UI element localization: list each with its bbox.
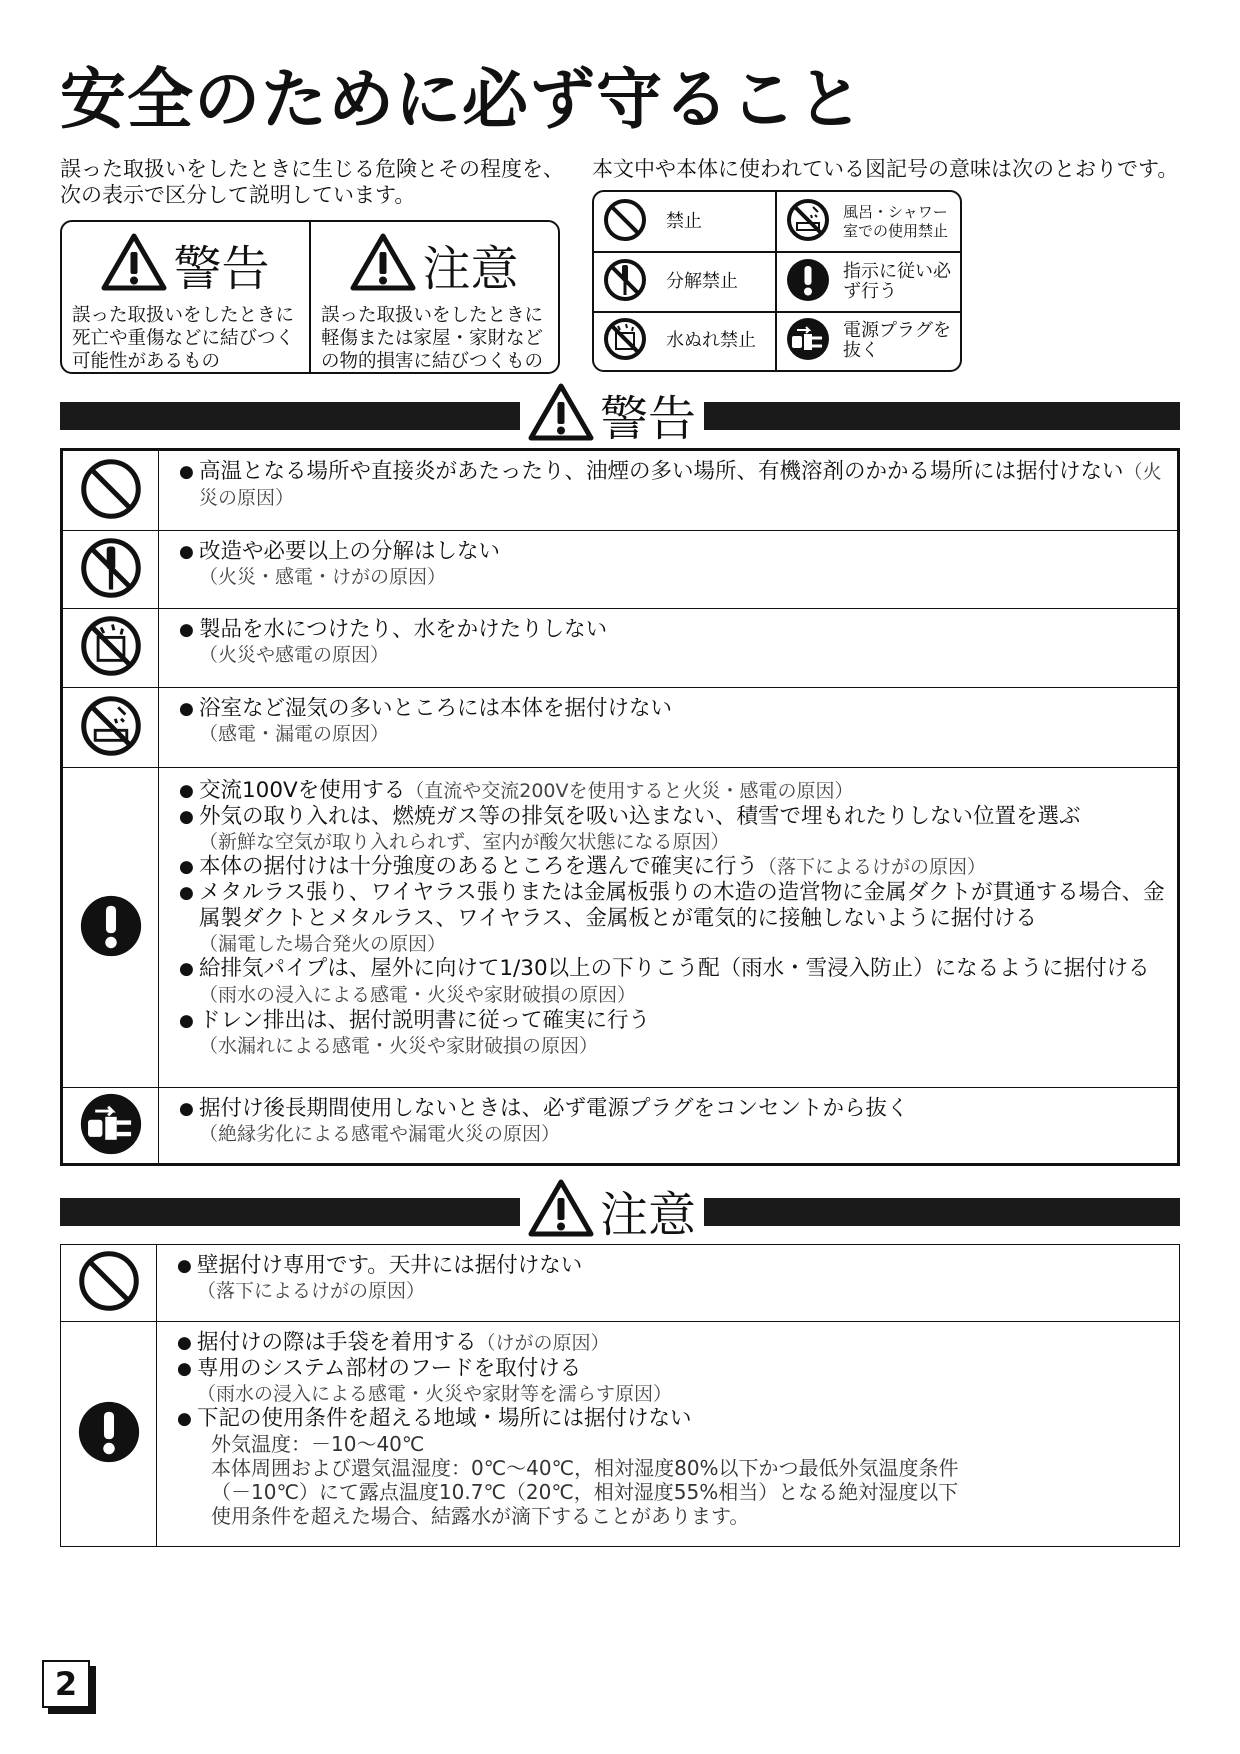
list-item: ● 本体の据付けは十分強度のあるところを選んで確実に行う（落下によるけがの原因） [179,854,1167,880]
warning-desc-line: 誤った取扱いをしたときに [72,305,295,326]
warning-section-label: 警告 [600,390,697,447]
list-item: ● 専用のシステム部材のフードを取付ける [177,1356,1169,1382]
legend-text: 電源プラグを抜く [843,320,951,362]
list-item: ● 浴室など湿気の多いところには本体を据付けない [179,696,1167,722]
list-item: ● 外気の取り入れは、燃焼ガス等の排気を吸い込まない、積雪で埋もれたりしない位置を選ぶ [179,804,1167,830]
condition-line: 使用条件を超えた場合、結露水が滴下することがあります。 [211,1504,750,1528]
caution-desc-line: 誤った取扱いをしたときに [321,305,544,326]
table-row [63,767,1177,1087]
warning-table [60,448,1180,1166]
item-note: （火災や感電の原因） [199,644,390,666]
no-bath-shower-icon [78,693,144,763]
prohibition-icon [602,197,648,247]
legend-item [777,311,960,370]
warning-desc-line: 可能性があるもの [72,351,221,372]
intro-text: 誤った取扱いをしたときに生じる危険とその程度を、次の表示で区分して説明しています。 [60,157,564,207]
table-row [63,451,1177,530]
list-item: ● 製品を水につけたり、水をかけたりしない [179,617,1167,643]
header-bar [704,1198,1180,1226]
list-item: ● 据付けの際は手袋を着用する（けがの原因） [177,1330,1169,1356]
header-bar [60,402,520,430]
list-item: ● 据付け後長期間使用しないときは、必ず電源プラグをコンセントから抜く [179,1096,1167,1122]
table-row [63,530,1177,608]
item-note: （水漏れによる感電・火災や家財破損の原因） [199,1035,599,1057]
table-row [63,1087,1177,1163]
item-note: （けがの原因） [476,1332,610,1354]
item-note: （火災の原因） [199,461,1162,509]
list-item: ● メタルラス張り、ワイヤラス張りまたは金属板張りの木造の造営物に金属ダクトが貫通する場合、金属製ダクトとメタルラス、ワイヤラス、金属板とが電気的に接触しないように据付ける [179,880,1167,932]
warning-label: 警告 [173,240,270,297]
no-disassembly-icon [602,257,648,307]
legend-text: 禁止 [666,210,702,232]
warning-definition [62,222,309,372]
list-item: ● 壁据付け専用です。天井には据付けない [177,1253,1169,1279]
table-row [63,608,1177,687]
table-row [63,687,1177,767]
legend-item [777,251,960,310]
warning-section-header [60,384,1180,447]
item-note: （感電・漏電の原因） [199,723,390,745]
warning-triangle-icon [528,383,594,445]
legend-text: 水ぬれ禁止 [666,330,756,352]
list-item: ● 高温となる場所や直接炎があたったり、油煙の多い場所、有機溶剤のかかる場所には据付けない（火災の原因） [179,459,1167,511]
mandatory-icon [785,257,831,307]
symbol-legend [592,190,962,372]
list-item: ● ドレン排出は、据付説明書に従って確実に行う [179,1008,1167,1034]
condition-line: （－10℃）にて露点温度10.7℃（20℃，相対湿度55%相当）となる絶対湿度以下 [211,1480,959,1504]
caution-section-header [60,1180,1180,1243]
no-bath-shower-icon [785,197,831,247]
item-note: （新鮮な空気が取り入れられず、室内が酸欠状態になる原因） [199,831,730,853]
item-note: （雨水の浸入による感電・火災や家財等を濡らす原因） [197,1383,673,1405]
no-wet-icon [602,316,648,366]
page-number: 2 [42,1660,90,1708]
table-row [61,1321,1179,1546]
condition-line: 本体周囲および還気温湿度：0℃～40℃，相対湿度80%以下かつ最低外気温度条件 [211,1456,959,1480]
caution-section-label: 注意 [600,1186,697,1243]
legend-text: 分解禁止 [666,270,738,292]
no-wet-icon [78,613,144,683]
legend-text: 指示に従い必ず行う [843,260,951,302]
legend-text: 風呂・シャワー室での使用禁止 [843,202,949,240]
unplug-icon [785,316,831,366]
legend-item [594,251,777,310]
list-item: ● 交流100Vを使用する（直流や交流200Vを使用すると火災・感電の原因） [179,778,1167,804]
mandatory-icon [78,893,144,963]
list-item: ● 給排気パイプは、屋外に向けて1/30以上の下りこう配（雨水・雪浸入防止）になるように据付ける（雨水の浸入による感電・火災や家財破損の原因） [179,956,1167,1008]
legend-item [777,192,960,251]
item-note: （落下によるけがの原因） [758,856,987,878]
hazard-definition-box [60,220,560,374]
item-note: （落下によるけがの原因） [197,1280,426,1302]
caution-label: 注意 [422,240,519,297]
item-note: （直流や交流200Vを使用すると火災・感電の原因） [405,780,854,802]
prohibition-icon [76,1248,142,1318]
caution-definition [309,222,558,372]
caution-table [60,1244,1180,1547]
caution-desc-line: の物的損害に結びつくもの [321,351,544,372]
item-note: （火災・感電・けがの原因） [199,566,447,588]
item-note: （漏電した場合発火の原因） [199,933,447,955]
unplug-icon [78,1091,144,1161]
warning-triangle-icon [350,233,416,295]
page-title: 安全のために必ず守ること [60,61,864,138]
legend-intro-text: 本文中や本体に使われている図記号の意味は次のとおりです。 [592,157,1179,181]
prohibition-icon [78,456,144,526]
header-bar [60,1198,520,1226]
warning-triangle-icon [101,233,167,295]
item-note: （雨水の浸入による感電・火災や家財破損の原因） [199,984,637,1006]
list-item: ● 改造や必要以上の分解はしない [179,539,1167,565]
caution-desc-line: 軽傷または家屋・家財など [321,328,544,349]
table-row [61,1245,1179,1321]
mandatory-icon [76,1399,142,1469]
list-item: ● 下記の使用条件を超える地域・場所には据付けない [177,1406,1169,1432]
legend-item [594,311,777,370]
warning-desc-line: 死亡や重傷などに結びつく [72,328,295,349]
condition-line: 外気温度：－10～40℃ [211,1432,425,1456]
item-note: （絶縁劣化による感電や漏電火災の原因） [199,1123,561,1145]
warning-triangle-icon [528,1179,594,1241]
legend-item [594,192,777,251]
no-disassembly-icon [78,535,144,605]
header-bar [704,402,1180,430]
